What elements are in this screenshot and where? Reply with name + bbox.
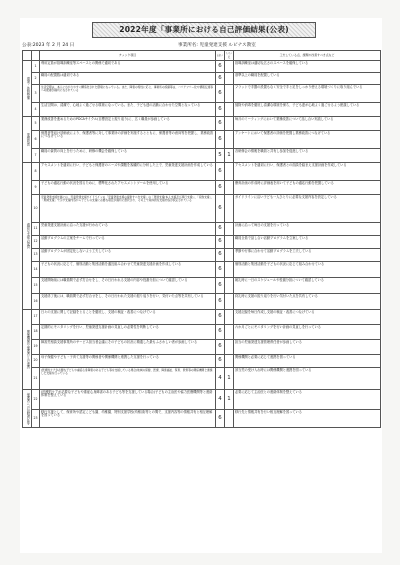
row-number: 10	[32, 195, 40, 223]
question-text: 定期的にモニタリングを行い、児童発達支援計画の見直しの必要性を判断している	[40, 325, 216, 340]
row-number: 7	[32, 149, 40, 163]
row-number: 4	[32, 103, 40, 117]
comment-text: フラットで手摺の設置もなく安全で手と足をしっかり使える環境づくりに取り組んでいる	[234, 85, 381, 103]
comment-text: 移行先と情報共有を行い相互理解を図っている	[234, 410, 381, 428]
category-label: 関係機関や保護者との連携	[23, 310, 32, 390]
question-text: 職員の資質の向上を行うために、研修の機会を確保している	[40, 149, 216, 163]
row-number: 20	[32, 355, 40, 368]
comment-text: 個別活動と集団活動を子どもの状況に応じて組み合わせている	[234, 262, 381, 278]
yes-count: 6	[216, 195, 225, 223]
yes-count: 6	[216, 61, 225, 73]
table-row	[23, 103, 381, 117]
row-number: 2	[32, 73, 40, 85]
row-number: 17	[32, 310, 40, 325]
yes-count: 6	[216, 236, 225, 249]
no-count	[225, 163, 234, 181]
evaluation-table	[22, 50, 381, 428]
no-count	[225, 131, 234, 149]
comment-text: 毎月のミーティングにおいて業務改善について話し合い実践している	[234, 117, 381, 131]
row-number: 1	[32, 61, 40, 73]
row-number: 23	[32, 410, 40, 428]
yes-count: 6	[216, 355, 225, 368]
row-number: 19	[32, 340, 40, 355]
yes-count: 6	[216, 294, 225, 310]
row-number: 18	[32, 325, 40, 340]
no-count	[225, 340, 234, 355]
no-count	[225, 103, 234, 117]
table-row	[23, 355, 381, 368]
question-text: 障害児相談支援事業所のサービス担当者会議にその子どもの状況に精通した最もふさわしい者が参画している	[40, 340, 216, 355]
row-number: 13	[32, 249, 40, 262]
no-count	[225, 117, 234, 131]
comment-text: 六か月ごとにモニタリングを行い計画の見直しを行っている	[234, 325, 381, 340]
no-count	[225, 410, 234, 428]
no-count	[225, 223, 234, 236]
yes-count: 5	[216, 149, 225, 163]
row-number: 22	[32, 390, 40, 410]
row-number: 3	[32, 85, 40, 103]
no-count: 1	[225, 368, 234, 390]
question-text: 生活空間は、清潔で、心地よく過ごせる環境になっている。また、子ども達の活動に合わせた空間となっている	[40, 103, 216, 117]
table-row	[23, 149, 381, 163]
comment-text: アンケートにおいて保護者の評価を把握し業務改善につなげている	[234, 131, 381, 149]
question-text: (医療的ケアが必要な子どもや重症心身障害のある子ども等を支援している場合)地域の保健、医療、障害福祉、保育、教育等の関係機関と連携した支援を行っている	[40, 368, 216, 390]
row-number: 15	[32, 278, 40, 294]
comment-text: 終礼時に支援の振り返りを行い気付いた点を共有している	[234, 294, 381, 310]
yes-count: 6	[216, 262, 225, 278]
table-row	[23, 262, 381, 278]
facility-name: 事業所名: 児童発達支援 ルピナス教室	[178, 43, 256, 48]
yes-count: 6	[216, 73, 225, 85]
row-number: 5	[32, 117, 40, 131]
no-count	[225, 195, 234, 223]
yes-count: 6	[216, 340, 225, 355]
question-text: アセスメントを適切に行い、子どもと保護者のニーズや課題を客観的に分析した上で、児童発達支援計画を作成している	[40, 163, 216, 181]
yes-count: 4	[216, 390, 225, 410]
table-row	[23, 340, 381, 355]
row-number: 21	[32, 368, 40, 390]
question-text: 活動プログラムの立案をチームで行っている	[40, 236, 216, 249]
question-text: 職員の配置数は適切である	[40, 73, 216, 85]
question-text: 母子保健や子ども・子育て支援等の関係者や関係機関と連携した支援を行っている	[40, 355, 216, 368]
category-label: 適切な支援の提供	[23, 163, 32, 310]
yes-count: 6	[216, 249, 225, 262]
table-header-row	[23, 51, 381, 61]
table-row	[23, 223, 381, 236]
table-row	[23, 85, 381, 103]
yes-count: 6	[216, 163, 225, 181]
no-count: 1	[225, 390, 234, 410]
question-text: 活動プログラムが固定化しないよう工夫している	[40, 249, 216, 262]
yes-count: 6	[216, 310, 225, 325]
yes-count: 6	[216, 85, 225, 103]
comment-text: 指導訓練室は適切な広さのスペースを確保している	[234, 61, 381, 73]
yes-count: 6	[216, 278, 225, 294]
yes-count: 4	[216, 368, 225, 390]
table-row	[23, 73, 381, 85]
row-number: 9	[32, 181, 40, 195]
question-text: 支援終了後には、職員間で必ず打合せをし、その日行われた支援の振り返りを行い、気付いた点等を共有している	[40, 294, 216, 310]
yes-count: 6	[216, 325, 225, 340]
yes-count: 6	[216, 410, 225, 428]
header-no: いいえ	[226, 50, 232, 59]
table-row	[23, 249, 381, 262]
question-text: 日々の支援に関して記録をとることを徹底し、支援の検証・改善につなげている	[40, 310, 216, 325]
question-text: 支援開始前には職員間で必ず打合せをし、その日行われる支援の内容や役割分担について確認している	[40, 278, 216, 294]
comment-text: 必要に応じて主治医との連絡体制を整えている	[234, 390, 381, 410]
question-text: 業務改善を進めるためのPDCAサイクル(目標設定と振り返り)に、広く職員が参画している	[40, 117, 216, 131]
table-row	[23, 236, 381, 249]
table-row	[23, 368, 381, 390]
table-row	[23, 61, 381, 73]
header-question: チェック項目	[40, 51, 216, 61]
yes-count: 6	[216, 131, 225, 149]
table-row	[23, 195, 381, 223]
no-count	[225, 262, 234, 278]
category-label: 環境・体制整備	[23, 61, 32, 117]
row-number: 11	[32, 223, 40, 236]
comment-text: 掃除や消毒を徹底し清潔な環境を保ち、子ども達が心地よく過ごせるよう配慮している	[234, 103, 381, 117]
row-number: 12	[32, 236, 40, 249]
no-count	[225, 73, 234, 85]
comment-text: 各研修会の情報を職員と共有し参加を促進している	[234, 149, 381, 163]
no-count	[225, 249, 234, 262]
table-body	[23, 61, 381, 428]
table-row	[23, 410, 381, 428]
comment-text: 関係機関と必要に応じて連携を図っている	[234, 355, 381, 368]
question-text: 子どもの適応行動の状況を図るために、標準化されたアセスメントツールを使用している	[40, 181, 216, 195]
comment-text: 計画に沿って毎日の支援を行っている	[234, 223, 381, 236]
document-title: 2022年度「事業所における自己評価結果(公表)	[92, 22, 316, 38]
table-row	[23, 278, 381, 294]
comment-text: 担当の児童発達支援管理責任者が参画している	[234, 340, 381, 355]
row-number: 6	[32, 131, 40, 149]
comment-text: ガイドラインに沿い子ども一人ひとりに必要な支援内容を設定している	[234, 195, 381, 223]
no-count	[225, 61, 234, 73]
no-count	[225, 310, 234, 325]
no-count	[225, 355, 234, 368]
question-text: 児童発達支援計画には、児童発達支援ガイドラインの「児童発達支援の提供すべき支援」の「発達支援(本人支援及び移行支援)」、「家族支援」、「地域支援」で示す支援内容から子どもの支援に必要な項目が適切に選択され、その上で具体的な支援内容が設定されている	[40, 195, 216, 223]
table-row	[23, 163, 381, 181]
table-row	[23, 390, 381, 410]
question-text: 移行支援として、保育所や認定こども園、幼稚園、特別支援学校(幼稚部)等との間で、支援内容等の情報共有と相互理解を図っている	[40, 410, 216, 428]
header-comment: 工夫している点、課題や改善すべき点など	[234, 51, 381, 61]
no-count	[225, 325, 234, 340]
yes-count: 6	[216, 103, 225, 117]
yes-count: 6	[216, 117, 225, 131]
table-row	[23, 294, 381, 310]
no-count: 1	[225, 149, 234, 163]
table-row	[23, 181, 381, 195]
comment-text: 該当児の受け入れ時には関係機関と連携を図っている	[234, 368, 381, 390]
yes-count: 6	[216, 181, 225, 195]
no-count	[225, 236, 234, 249]
table-row	[23, 117, 381, 131]
category-label: 業務改善	[23, 117, 32, 163]
category-label: 保護者への説明責任等	[23, 390, 32, 428]
comment-text: 療育計画の作成時に評価表を用いて子どもの適応行動を把握している	[234, 181, 381, 195]
comment-text: 職員全員で話し合い活動プログラムを立案している	[234, 236, 381, 249]
question-text: 利用定員が指導訓練室等スペースとの関係で適切である	[40, 61, 216, 73]
row-number: 14	[32, 262, 40, 278]
question-text: 児童発達支援計画に沿った支援が行われている	[40, 223, 216, 236]
question-text: 保護者等向け評価表により、保護者等に対して事業所の評価を実施するとともに、保護者等の意向等を把握し、業務改善につなげている	[40, 131, 216, 149]
table-row	[23, 310, 381, 325]
no-count	[225, 278, 234, 294]
comment-text: 朝礼時に一日のスケジュールや役割分担について確認している	[234, 278, 381, 294]
header-yes: はい	[216, 51, 225, 61]
no-count	[225, 294, 234, 310]
row-number: 8	[32, 163, 40, 181]
publish-date: 公表:2023 年 2 月 24 日	[22, 43, 75, 48]
comment-text: 支援記録を毎日作成し支援の検証・改善につなげている	[234, 310, 381, 325]
comment-text: 季節や行事に合わせて活動プログラムを工夫している	[234, 249, 381, 262]
row-number: 16	[32, 294, 40, 310]
question-text: (医療的ケアが必要な子どもや重症心身障害のある子ども等を支援している場合)子どもの主治医や協力医療機関等と連絡体制を整えている	[40, 390, 216, 410]
comment-text: アセスメントを適切に行い、保護者との面談を踏まえ支援計画を作成している	[234, 163, 381, 181]
question-text: 生活空間は、本人にわかりやすく構造化された環境になっている。また、障害の特性に応じ、事業所の設備等は、バリアフリー化や情報伝達等への配慮が適切になされている	[40, 85, 216, 103]
comment-text: 基準以上の職員を配置している	[234, 73, 381, 85]
document-page	[20, 18, 382, 553]
question-text: 子どもの状況に応じて、個別活動と集団活動を適宜組み合わせて児童発達支援計画を作成している	[40, 262, 216, 278]
table-row	[23, 131, 381, 149]
no-count	[225, 85, 234, 103]
table-row	[23, 325, 381, 340]
yes-count: 6	[216, 223, 225, 236]
no-count	[225, 181, 234, 195]
